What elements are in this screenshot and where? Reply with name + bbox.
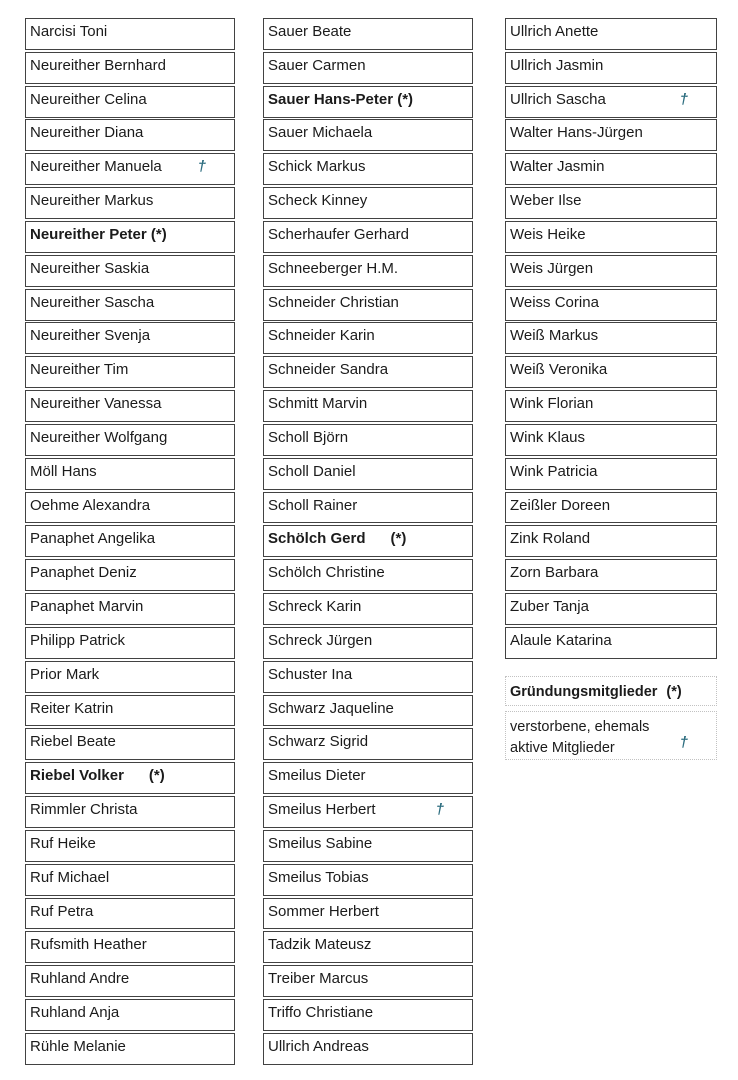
member-name: Scherhaufer Gerhard bbox=[268, 225, 409, 243]
member-name: Neureither Diana bbox=[30, 124, 144, 142]
member-name: Panaphet Deniz bbox=[30, 564, 137, 582]
member-name: Schreck Karin bbox=[268, 598, 362, 616]
member-cell bbox=[505, 86, 717, 118]
member-name: Schwarz Sigrid bbox=[268, 733, 369, 751]
member-cell bbox=[25, 119, 235, 151]
member-name: Neureither Sascha bbox=[30, 293, 155, 311]
member-cell bbox=[263, 762, 473, 794]
member-cell bbox=[263, 627, 473, 659]
member-cell bbox=[263, 796, 473, 828]
member-cell bbox=[505, 390, 717, 422]
member-name: Schwarz Jaqueline bbox=[268, 699, 394, 717]
legend-deceased-row bbox=[505, 711, 717, 760]
member-cell bbox=[263, 255, 473, 287]
member-cell bbox=[263, 525, 473, 557]
member-column-1 bbox=[25, 18, 235, 1067]
member-cell bbox=[263, 695, 473, 727]
member-name: Zorn Barbara bbox=[510, 564, 599, 582]
member-cell bbox=[263, 424, 473, 456]
member-cell bbox=[25, 86, 235, 118]
member-cell bbox=[263, 661, 473, 693]
legend-founders-marker: (*) bbox=[666, 683, 682, 700]
member-cell bbox=[505, 356, 717, 388]
member-name: Weiß Veronika bbox=[510, 361, 608, 379]
member-name: Scholl Daniel bbox=[268, 462, 356, 480]
member-cell bbox=[25, 525, 235, 557]
member-column-3 bbox=[505, 18, 717, 760]
member-cell bbox=[263, 864, 473, 896]
member-name: Neureither Vanessa bbox=[30, 395, 162, 413]
member-cell bbox=[505, 52, 717, 84]
member-cell bbox=[505, 322, 717, 354]
member-name: Scholl Björn bbox=[268, 428, 349, 446]
member-cell bbox=[263, 931, 473, 963]
member-name: Schneider Christian bbox=[268, 293, 399, 311]
member-cell bbox=[25, 390, 235, 422]
member-cell bbox=[505, 593, 717, 625]
member-name: Wink Patricia bbox=[510, 462, 598, 480]
member-cell bbox=[25, 187, 235, 219]
member-cell bbox=[263, 221, 473, 253]
member-name: Schölch Gerd (*) bbox=[268, 530, 407, 548]
member-name: Smeilus Herbert bbox=[268, 801, 376, 819]
member-cell bbox=[263, 728, 473, 760]
member-cell bbox=[25, 695, 235, 727]
member-cell bbox=[505, 525, 717, 557]
member-name: Sauer Michaela bbox=[268, 124, 373, 142]
member-column-3-cells bbox=[505, 18, 717, 659]
member-name: Philipp Patrick bbox=[30, 631, 126, 649]
member-cell bbox=[25, 762, 235, 794]
member-name: Schuster Ina bbox=[268, 665, 353, 683]
member-name: Rimmler Christa bbox=[30, 801, 138, 819]
member-cell bbox=[505, 18, 717, 50]
member-cell bbox=[263, 458, 473, 490]
member-cell bbox=[263, 390, 473, 422]
member-name: Neureither Celina bbox=[30, 90, 147, 108]
member-name: Weber Ilse bbox=[510, 192, 582, 210]
member-name: Schneeberger H.M. bbox=[268, 259, 399, 277]
member-name: Panaphet Angelika bbox=[30, 530, 156, 548]
member-cell bbox=[25, 728, 235, 760]
member-column-2-cells bbox=[263, 18, 473, 1065]
deceased-dagger-icon: † bbox=[679, 733, 688, 751]
member-cell bbox=[505, 424, 717, 456]
member-name: Wink Klaus bbox=[510, 428, 586, 446]
member-name: Prior Mark bbox=[30, 665, 100, 683]
member-cell bbox=[263, 187, 473, 219]
member-cell bbox=[25, 1033, 235, 1065]
member-cell bbox=[25, 559, 235, 591]
member-name: Ullrich Anette bbox=[510, 23, 599, 40]
member-name: Weis Heike bbox=[510, 225, 586, 243]
member-name: Alaule Katarina bbox=[510, 631, 612, 649]
member-cell bbox=[25, 492, 235, 524]
legend-deceased-line2: aktive Mitglieder bbox=[510, 739, 615, 756]
member-name: Neureither Wolfgang bbox=[30, 428, 168, 446]
member-cell bbox=[25, 864, 235, 896]
member-cell bbox=[505, 289, 717, 321]
member-name: Sauer Carmen bbox=[268, 56, 366, 74]
member-name: Ruhland Andre bbox=[30, 970, 130, 988]
member-cell bbox=[263, 830, 473, 862]
member-name: Sauer Hans-Peter (*) bbox=[268, 90, 414, 108]
member-name: Triffo Christiane bbox=[268, 1004, 374, 1022]
member-cell bbox=[263, 898, 473, 930]
member-cell bbox=[25, 627, 235, 659]
member-name: Schneider Sandra bbox=[268, 361, 389, 379]
member-name: Smeilus Sabine bbox=[268, 834, 373, 852]
member-cell bbox=[25, 153, 235, 185]
member-name: Weis Jürgen bbox=[510, 259, 594, 277]
member-cell bbox=[505, 119, 717, 151]
member-cell bbox=[25, 796, 235, 828]
member-name: Schick Markus bbox=[268, 158, 366, 176]
member-cell bbox=[505, 559, 717, 591]
legend-founders-row bbox=[505, 676, 717, 706]
member-column-2 bbox=[263, 18, 473, 1067]
member-cell bbox=[25, 830, 235, 862]
member-name: Scholl Rainer bbox=[268, 496, 358, 514]
member-name: Neureither Bernhard bbox=[30, 56, 166, 74]
member-name: Schreck Jürgen bbox=[268, 631, 373, 649]
member-cell bbox=[25, 221, 235, 253]
deceased-dagger-icon: † bbox=[679, 90, 688, 108]
member-cell bbox=[25, 965, 235, 997]
member-name: Oehme Alexandra bbox=[30, 496, 151, 514]
member-name: Neureither Svenja bbox=[30, 327, 151, 345]
member-cell bbox=[263, 492, 473, 524]
member-name: Smeilus Dieter bbox=[268, 767, 366, 785]
member-name: Rühle Melanie bbox=[30, 1037, 126, 1055]
member-cell bbox=[25, 18, 235, 50]
member-name: Sauer Beate bbox=[268, 23, 352, 40]
member-name: Ullrich Jasmin bbox=[510, 56, 604, 74]
member-name: Riebel Beate bbox=[30, 733, 116, 751]
member-cell bbox=[263, 18, 473, 50]
member-cell bbox=[263, 356, 473, 388]
member-cell bbox=[505, 221, 717, 253]
member-name: Zuber Tanja bbox=[510, 598, 589, 616]
member-cell bbox=[505, 458, 717, 490]
member-cell bbox=[25, 898, 235, 930]
member-cell bbox=[505, 492, 717, 524]
member-name: Riebel Volker (*) bbox=[30, 767, 165, 785]
member-name: Ullrich Andreas bbox=[268, 1037, 369, 1055]
member-cell bbox=[263, 52, 473, 84]
member-name: Zeißler Doreen bbox=[510, 496, 611, 514]
member-name: Neureither Manuela bbox=[30, 158, 162, 176]
member-name: Ullrich Sascha bbox=[510, 90, 606, 108]
member-name: Sommer Herbert bbox=[268, 902, 379, 920]
member-cell bbox=[263, 153, 473, 185]
member-cell bbox=[263, 559, 473, 591]
member-cell bbox=[25, 322, 235, 354]
member-name: Neureither Markus bbox=[30, 192, 154, 210]
member-cell bbox=[263, 86, 473, 118]
legend bbox=[505, 676, 717, 760]
member-name: Schölch Christine bbox=[268, 564, 385, 582]
member-cell bbox=[25, 289, 235, 321]
member-name: Walter Jasmin bbox=[510, 158, 605, 176]
member-cell bbox=[25, 52, 235, 84]
member-cell bbox=[263, 1033, 473, 1065]
member-cell bbox=[505, 187, 717, 219]
member-name: Ruf Petra bbox=[30, 902, 94, 920]
member-name: Schmitt Marvin bbox=[268, 395, 368, 413]
member-cell bbox=[25, 593, 235, 625]
member-name: Zink Roland bbox=[510, 530, 591, 548]
member-cell bbox=[263, 593, 473, 625]
member-name: Neureither Peter (*) bbox=[30, 225, 167, 243]
member-name: Rufsmith Heather bbox=[30, 936, 147, 954]
member-cell bbox=[25, 458, 235, 490]
member-cell bbox=[263, 119, 473, 151]
member-cell bbox=[263, 999, 473, 1031]
member-cell bbox=[263, 965, 473, 997]
member-name: Reiter Katrin bbox=[30, 699, 114, 717]
deceased-dagger-icon: † bbox=[197, 158, 206, 176]
member-column-1-cells bbox=[25, 18, 235, 1065]
deceased-dagger-icon: † bbox=[435, 801, 444, 819]
member-cell bbox=[25, 661, 235, 693]
member-name: Weiss Corina bbox=[510, 293, 599, 311]
member-name: Weiß Markus bbox=[510, 327, 599, 345]
member-name: Scheck Kinney bbox=[268, 192, 368, 210]
member-name: Wink Florian bbox=[510, 395, 594, 413]
member-name: Ruhland Anja bbox=[30, 1004, 120, 1022]
legend-founders-label: Gründungsmitglieder bbox=[510, 683, 658, 700]
member-cell bbox=[25, 999, 235, 1031]
member-name: Ruf Heike bbox=[30, 834, 96, 852]
member-name: Neureither Saskia bbox=[30, 259, 150, 277]
member-cell bbox=[505, 153, 717, 185]
member-cell bbox=[25, 255, 235, 287]
member-name: Smeilus Tobias bbox=[268, 868, 369, 886]
member-cell bbox=[505, 255, 717, 287]
member-cell bbox=[25, 931, 235, 963]
member-name: Narcisi Toni bbox=[30, 23, 108, 40]
member-name: Walter Hans-Jürgen bbox=[510, 124, 643, 142]
member-name: Ruf Michael bbox=[30, 868, 110, 886]
legend-deceased-line1: verstorbene, ehemals bbox=[510, 718, 650, 735]
member-name: Tadzik Mateusz bbox=[268, 936, 372, 954]
member-name: Schneider Karin bbox=[268, 327, 375, 345]
member-cell bbox=[263, 322, 473, 354]
member-cell bbox=[25, 424, 235, 456]
member-name: Panaphet Marvin bbox=[30, 598, 144, 616]
member-cell bbox=[263, 289, 473, 321]
member-name: Möll Hans bbox=[30, 462, 97, 480]
member-cell bbox=[505, 627, 717, 659]
member-name: Treiber Marcus bbox=[268, 970, 369, 988]
member-cell bbox=[25, 356, 235, 388]
member-name: Neureither Tim bbox=[30, 361, 129, 379]
